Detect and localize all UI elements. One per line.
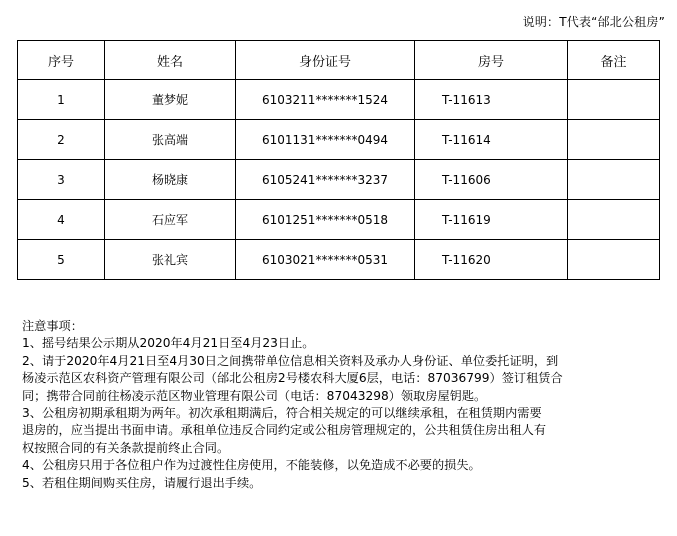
cell-name: 张礼宾 <box>105 240 236 280</box>
header-no: 序号 <box>18 41 105 80</box>
header-room: 房号 <box>415 41 568 80</box>
notes-line: 4、公租房只用于各位租户作为过渡性住房使用，不能装修，以免造成不必要的损失。 <box>22 458 481 473</box>
cell-id-number: 6103211*******1524 <box>236 80 415 120</box>
cell-name: 张高端 <box>105 120 236 160</box>
cell-remark <box>568 200 660 240</box>
notes-section <box>22 318 662 492</box>
cell-room: T-11620 <box>415 240 568 280</box>
cell-remark <box>568 80 660 120</box>
notes-line: 5、若租住期间购买住房，请履行退出手续。 <box>22 475 262 490</box>
cell-id-number: 6103021*******0531 <box>236 240 415 280</box>
notes-line: 退房的，应当提出书面申请。承租单位违反合同约定或公租房管理规定的，公共租赁住房出租人有 <box>22 423 547 438</box>
cell-no: 1 <box>18 80 105 120</box>
cell-no: 2 <box>18 120 105 160</box>
cell-room: T-11613 <box>415 80 568 120</box>
notes-line: 杨凌示范区农科资产管理有限公司（邰北公租房2号楼农科大厦6层，电话：87036799）签订租赁合 <box>22 371 563 386</box>
cell-remark <box>568 240 660 280</box>
notes-title: 注意事项： <box>22 319 83 333</box>
cell-no: 3 <box>18 160 105 200</box>
header-id-number: 身份证号 <box>236 41 415 80</box>
header-remark: 备注 <box>568 41 660 80</box>
cell-id-number: 6105241*******3237 <box>236 160 415 200</box>
notes-line: 同；携带合同前往杨凌示范区物业管理有限公司（电话：87043298）领取房屋钥匙。 <box>22 388 487 403</box>
table-row <box>18 200 660 240</box>
cell-room: T-11619 <box>415 200 568 240</box>
cell-remark <box>568 120 660 160</box>
table-header-row <box>18 41 660 80</box>
cell-no: 4 <box>18 200 105 240</box>
cell-id-number: 6101131*******0494 <box>236 120 415 160</box>
table-row <box>18 120 660 160</box>
cell-name: 杨晓康 <box>105 160 236 200</box>
notes-line: 2、请于2020年4月21日至4月30日之间携带单位信息相关资料及承办人身份证、单位委托证明，到 <box>22 353 559 368</box>
cell-no: 5 <box>18 240 105 280</box>
legend-note: 说明：T代表“邰北公租房” <box>522 15 665 29</box>
cell-name: 董梦妮 <box>105 80 236 120</box>
cell-remark <box>568 160 660 200</box>
table-row <box>18 240 660 280</box>
allocation-table <box>17 40 660 280</box>
table-row <box>18 80 660 120</box>
cell-room: T-11606 <box>415 160 568 200</box>
cell-name: 石应军 <box>105 200 236 240</box>
cell-id-number: 6101251*******0518 <box>236 200 415 240</box>
notes-line: 1、摇号结果公示期从2020年4月21日至4月23日止。 <box>22 336 315 351</box>
notes-line: 3、公租房初期承租期为两年。初次承租期满后，符合相关规定的可以继续承租，在租赁期内需要 <box>22 406 542 421</box>
table-row <box>18 160 660 200</box>
header-name: 姓名 <box>105 41 236 80</box>
cell-room: T-11614 <box>415 120 568 160</box>
notes-line: 权按照合同的有关条款提前终止合同。 <box>22 440 230 455</box>
